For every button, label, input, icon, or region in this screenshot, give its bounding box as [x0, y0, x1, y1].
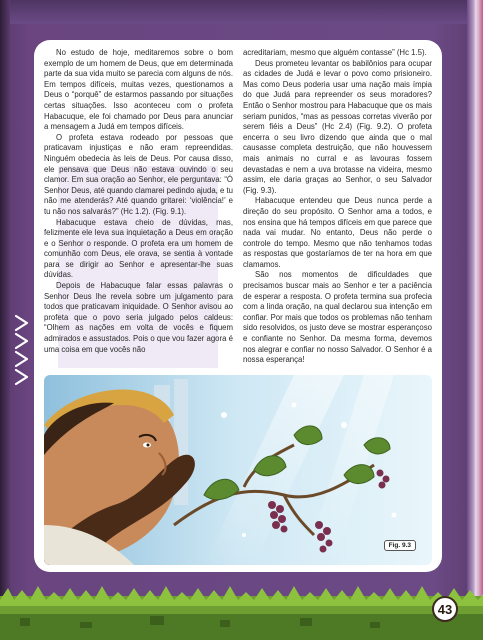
paragraph: Deus prometeu levantar os babilônios para ocupar as cidades de Judá e levar o povo como prisioneiro. Mas como Deus poderia usar uma nação mais ímpia do que Judá para repreender os seus moradores? Então o Senhor mostrou para Habacuque que os mais seriam punidos, “mas as pessoas corretas viverão por serem fiéis a Deus” (Hc 2.4) (Fig. 9.2). O profeta encerra o seu livro dizendo que ainda que o mal causasse completa destruição, que não houvessem mais animais no curral e as lavouras fossem devastadas e nem a uva brotasse na videira, mesmo assim, ele daria graças ao Senhor, o seu Salvador (Fig. 9.3). — [243, 58, 432, 195]
paragraph: O profeta estava rodeado por pessoas que praticavam injustiças e não eram repreendidas. Ninguém obedecia às leis de Deus. Por causa disso, ele pensava que Deus não estava ouvindo o seu clamor. Em sua oração ao Senhor, ele perguntava: “Ó Senhor Deus, até quando clamarei pedindo ajuda, e tu não me atenderás? Até quando gritarei: ‘violência!’ e tu não nos salvarás?” (Hc 1.2). (Fig. 9.1). — [44, 132, 233, 216]
paragraph: Habacuque entendeu que Deus nunca perde a direção do seu propósito. O Senhor ama a todos, e nos ensina que há tempos difíceis em que parece que nada vai mudar. No entanto, Deus não perde o controle do tempo. Mesmo que não tenhamos todas as respostas que gostaríamos de ter na hora em que clamamos. — [243, 196, 432, 269]
text-column-left — [44, 48, 233, 378]
lesson-card — [34, 40, 442, 572]
page-edge-stack — [467, 0, 483, 640]
zigzag-decoration — [14, 312, 30, 386]
paragraph: Depois de Habacuque falar essas palavras o Senhor Deus lhe revela sobre um julgamento para todos que praticavam iniquidade. O Senhor avisou ao profeta que o povo seria julgado pelos caldeus: “Olhem as nações em volta de vocês e fiquem admirados e assustados. Pois o que vou fazer agora é uma coisa em que vocês não — [44, 281, 233, 354]
book-spine — [0, 0, 10, 640]
paragraph: acreditariam, mesmo que alguém contasse” (Hc 1.5). — [243, 48, 427, 57]
page-number: 43 — [432, 596, 458, 622]
illustration-habakkuk — [44, 375, 432, 565]
grass-border — [0, 586, 483, 640]
page-top-band — [0, 0, 483, 24]
lesson-text-columns — [44, 48, 432, 378]
paragraph: Habacuque estava cheio de dúvidas, mas, felizmente ele leva sua inquietação a Deus em oração e o Senhor o responde. O profeta era um homem de comunhão com Deus, ele orava, se sentia à vontade para se dirigir ao Senhor e apresentar-lhe suas dúvidas. — [44, 217, 233, 280]
paragraph: No estudo de hoje, meditaremos sobre o bom exemplo de um homem de Deus, que em determinada parte da sua vida muito se parecia com alguns de nós. Em tempos difíceis, muitas vezes, questionamos a Deus o “porquê” de estarmos passando por situações certas situações. Isso aconteceu com o profeta Habacuque, ele foi chamado por Deus para anunciar a mensagem a Judá em tempos difíceis. — [44, 48, 233, 132]
paragraph: São nos momentos de dificuldades que precisamos buscar mais ao Senhor e ter a paciência de esperar a resposta. O profeta termina sua profecia com a linda oração, na qual declarou sua intenção em confiar. Por mais que todos os problemas não tenham sido resolvidos, os justo deve se mostrar esperançoso e confiante no Senhor. Da mesma forma, devemos nos alegrar e confiar no nosso Salvador. O Senhor é a nossa esperança! — [243, 270, 432, 365]
figure-label: Fig. 9.3 — [384, 540, 416, 551]
illustration-scene — [44, 375, 432, 565]
text-column-right — [243, 48, 432, 378]
